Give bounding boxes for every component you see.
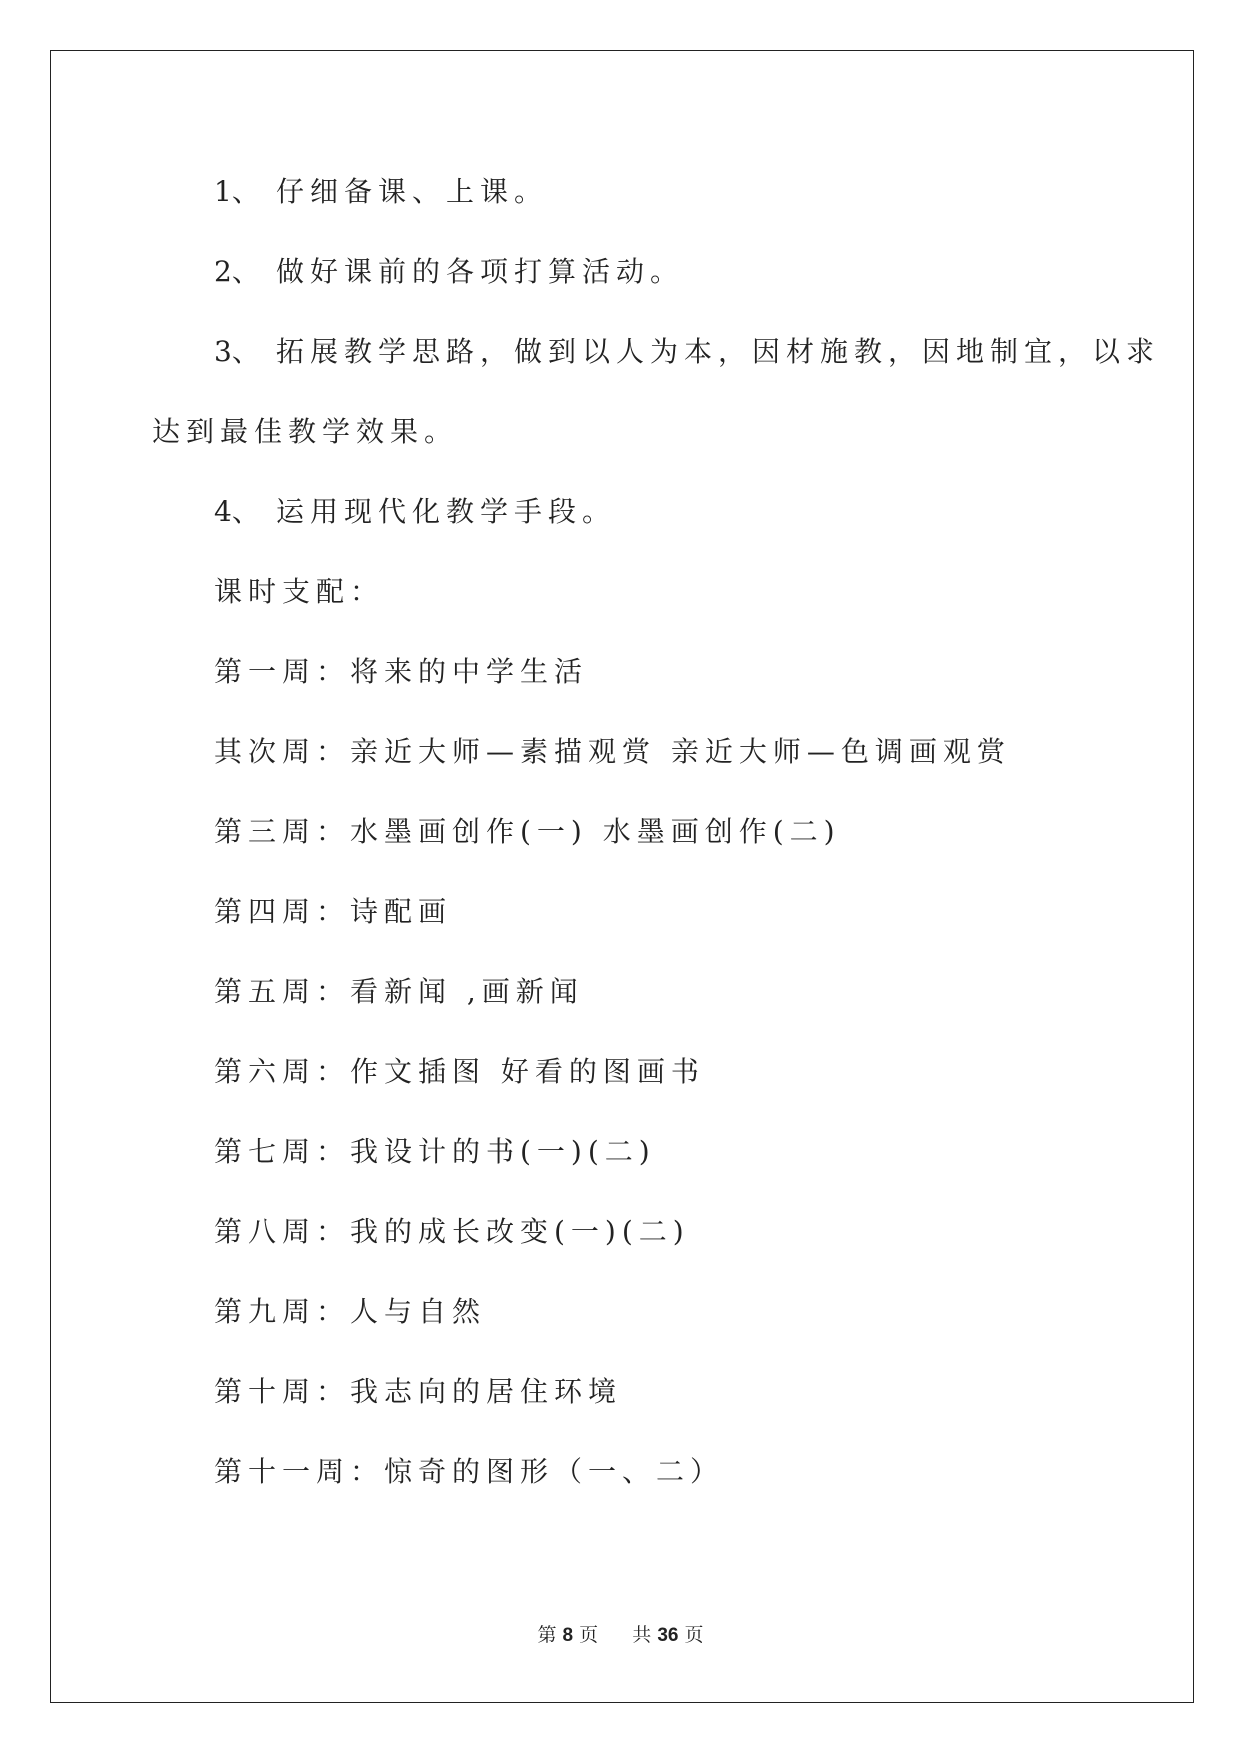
list-item-number: 1、: [214, 175, 260, 208]
page-total: 36: [657, 1625, 679, 1646]
list-item-continuation: 达到最佳教学效果。: [152, 415, 459, 448]
list-item-text: 运用现代化教学手段。: [276, 495, 617, 528]
week-line: 第八周：我的成长改变(一)(二): [214, 1215, 690, 1248]
list-item-text: 做好课前的各项打算活动。: [276, 255, 685, 288]
week-line: 第六周：作文插图 好看的图画书: [214, 1055, 705, 1088]
week-line: 第七周：我设计的书(一)(二): [214, 1135, 656, 1168]
total-suffix: 页: [684, 1624, 704, 1646]
list-item-number: 3、: [214, 335, 260, 368]
list-item: [214, 492, 616, 532]
week-line: 第四周：诗配画: [214, 895, 453, 928]
week-line: 第十周：我志向的居住环境: [214, 1375, 623, 1408]
week-line: 第九周：人与自然: [214, 1295, 487, 1328]
list-item: [214, 252, 684, 292]
page-footer: [0, 1620, 1241, 1647]
week-line: 第五周：看新闻 ,画新闻: [214, 975, 584, 1008]
page-prefix: 第: [537, 1624, 557, 1646]
week-line: 第三周：水墨画创作(一) 水墨画创作(二): [214, 815, 841, 848]
page-suffix: 页: [579, 1624, 599, 1646]
list-item-text: 仔细备课、上课。: [276, 175, 549, 208]
week-line: 第十一周：惊奇的图形（一、二）: [214, 1455, 725, 1488]
total-prefix: 共: [632, 1624, 652, 1646]
list-item-number: 4、: [214, 495, 260, 528]
list-item: [214, 172, 548, 212]
week-line: 其次周：亲近大师—素描观赏 亲近大师—色调画观赏: [214, 735, 1011, 768]
list-item-number: 2、: [214, 255, 260, 288]
list-item: [214, 332, 1160, 372]
week-line: 第一周：将来的中学生活: [214, 655, 589, 688]
page-number: 8: [562, 1625, 574, 1646]
list-item-text: 拓展教学思路，做到以人为本，因材施教，因地制宜，以求: [276, 335, 1161, 368]
schedule-heading: 课时支配：: [214, 575, 385, 608]
